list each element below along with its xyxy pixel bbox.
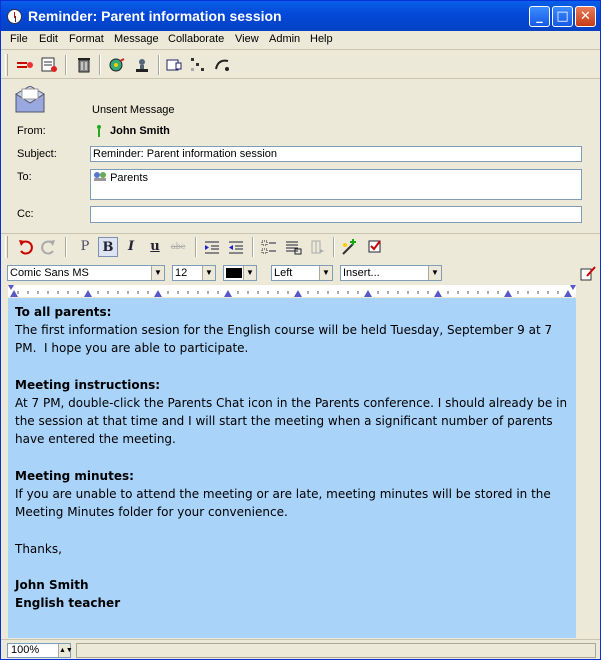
format-separator <box>65 237 67 257</box>
chevron-down-icon[interactable]: ▼ <box>202 266 215 280</box>
font-family-select[interactable] <box>7 265 165 281</box>
insert-link-icon[interactable] <box>340 237 360 257</box>
person-icon <box>96 125 102 137</box>
signature-name: John Smith <box>15 577 89 592</box>
menu-admin[interactable]: Admin <box>269 33 301 45</box>
address-book-icon[interactable] <box>107 55 127 75</box>
send-icon[interactable] <box>15 55 35 75</box>
font-size-select[interactable] <box>172 265 216 281</box>
chevron-down-icon[interactable]: ▼ <box>243 266 256 280</box>
plain-button[interactable]: P <box>80 239 90 254</box>
font-family-value: Comic Sans MS <box>10 267 89 279</box>
delete-icon[interactable] <box>74 55 94 75</box>
text-color-swatch <box>226 268 242 278</box>
menu-help[interactable]: Help <box>310 33 333 45</box>
message-status: Unsent Message <box>92 104 175 116</box>
numbered-list-icon[interactable] <box>283 237 303 257</box>
menu-message[interactable]: Message <box>114 33 159 45</box>
menu-format[interactable]: Format <box>69 33 104 45</box>
menu-file[interactable]: File <box>10 33 28 45</box>
strikethrough-button[interactable]: abc <box>170 242 186 251</box>
toolbar-separator <box>99 55 101 75</box>
close-button[interactable]: ✕ <box>575 6 596 27</box>
edit-icon[interactable] <box>579 264 597 282</box>
link-icon[interactable] <box>212 55 232 75</box>
maximize-button[interactable]: □ <box>552 6 573 27</box>
to-recipient[interactable]: Parents <box>110 172 148 184</box>
insert-select[interactable] <box>340 265 442 281</box>
message-body-editor[interactable] <box>8 298 576 638</box>
zoom-stepper-icon[interactable]: ▲▼ <box>58 644 70 657</box>
menu-collaborate[interactable]: Collaborate <box>168 33 225 45</box>
alignment-select[interactable] <box>271 265 333 281</box>
chevron-down-icon[interactable]: ▼ <box>151 266 164 280</box>
menu-view[interactable]: View <box>235 33 259 45</box>
message-envelope-icon <box>14 86 48 114</box>
alignment-value: Left <box>274 267 293 279</box>
cc-input[interactable] <box>90 206 582 223</box>
from-label: From: <box>17 125 46 137</box>
format-separator <box>252 237 254 257</box>
body-paragraph-instructions: At 7 PM, double-click the Parents Chat icon in the Parents conference. I should already be in the session at that time and I will start the meeting when a significant number of parents have entered the meeting. <box>15 396 571 447</box>
signature-title: English teacher <box>15 596 121 611</box>
window-title: Reminder: Parent information session <box>28 8 282 24</box>
main-toolbar <box>1 51 600 79</box>
text-color-select[interactable] <box>223 265 257 281</box>
spellcheck-icon[interactable] <box>365 237 385 257</box>
subject-label: Subject: <box>17 148 57 160</box>
spell-icon[interactable] <box>188 55 208 75</box>
message-header <box>1 80 600 230</box>
status-message-area <box>76 643 596 658</box>
insert-value: Insert... <box>343 267 380 279</box>
app-clock-icon <box>7 9 22 24</box>
table-icon[interactable] <box>307 237 327 257</box>
outdent-icon[interactable] <box>226 237 246 257</box>
indent-icon[interactable] <box>202 237 222 257</box>
format-separator <box>195 237 197 257</box>
chevron-down-icon[interactable]: ▼ <box>319 266 332 280</box>
body-thanks: Thanks, <box>15 541 62 556</box>
font-size-value: 12 <box>175 267 188 279</box>
toolbar-separator <box>158 55 160 75</box>
user-icon[interactable] <box>132 55 152 75</box>
body-paragraph-minutes: If you are unable to attend the meeting or are late, meeting minutes will be stored in the Meeting Minutes folder for your convenience. <box>15 487 555 520</box>
ruler-ticks <box>8 285 576 297</box>
minimize-button[interactable]: _ <box>529 6 550 27</box>
underline-button[interactable]: u <box>150 239 160 254</box>
status-bar <box>1 639 600 660</box>
body-heading-parents: To all parents: <box>15 305 112 319</box>
subject-input[interactable]: Reminder: Parent information session <box>90 146 582 162</box>
toolbar-separator <box>65 55 67 75</box>
chevron-down-icon[interactable]: ▼ <box>428 266 441 280</box>
menu-edit[interactable]: Edit <box>39 33 58 45</box>
save-icon[interactable] <box>39 55 59 75</box>
format-toolbar-grip[interactable] <box>5 236 8 258</box>
redo-icon[interactable] <box>38 237 58 257</box>
body-paragraph-session: The first information sesion for the English course will be held Tuesday, September 9 at 7 PM. I hope you are able to participate. <box>15 323 556 356</box>
undo-icon[interactable] <box>16 237 36 257</box>
conference-icon <box>93 171 107 182</box>
format-separator <box>333 237 335 257</box>
body-heading-minutes: Meeting minutes: <box>15 468 134 483</box>
title-bar[interactable] <box>1 1 600 31</box>
body-heading-instructions: Meeting instructions: <box>15 377 161 392</box>
attach-icon[interactable] <box>164 55 184 75</box>
bold-button[interactable]: B <box>98 237 118 257</box>
zoom-select[interactable] <box>7 643 71 658</box>
menu-bar <box>1 31 600 50</box>
to-input[interactable] <box>90 169 582 200</box>
zoom-value: 100% <box>11 644 40 656</box>
cc-label: Cc: <box>17 208 34 220</box>
toolbar-grip[interactable] <box>5 54 8 76</box>
bullet-list-icon[interactable] <box>259 237 279 257</box>
to-label: To: <box>17 171 32 183</box>
ruler[interactable] <box>8 285 576 297</box>
italic-button[interactable]: I <box>127 239 135 254</box>
from-value: John Smith <box>110 125 170 137</box>
